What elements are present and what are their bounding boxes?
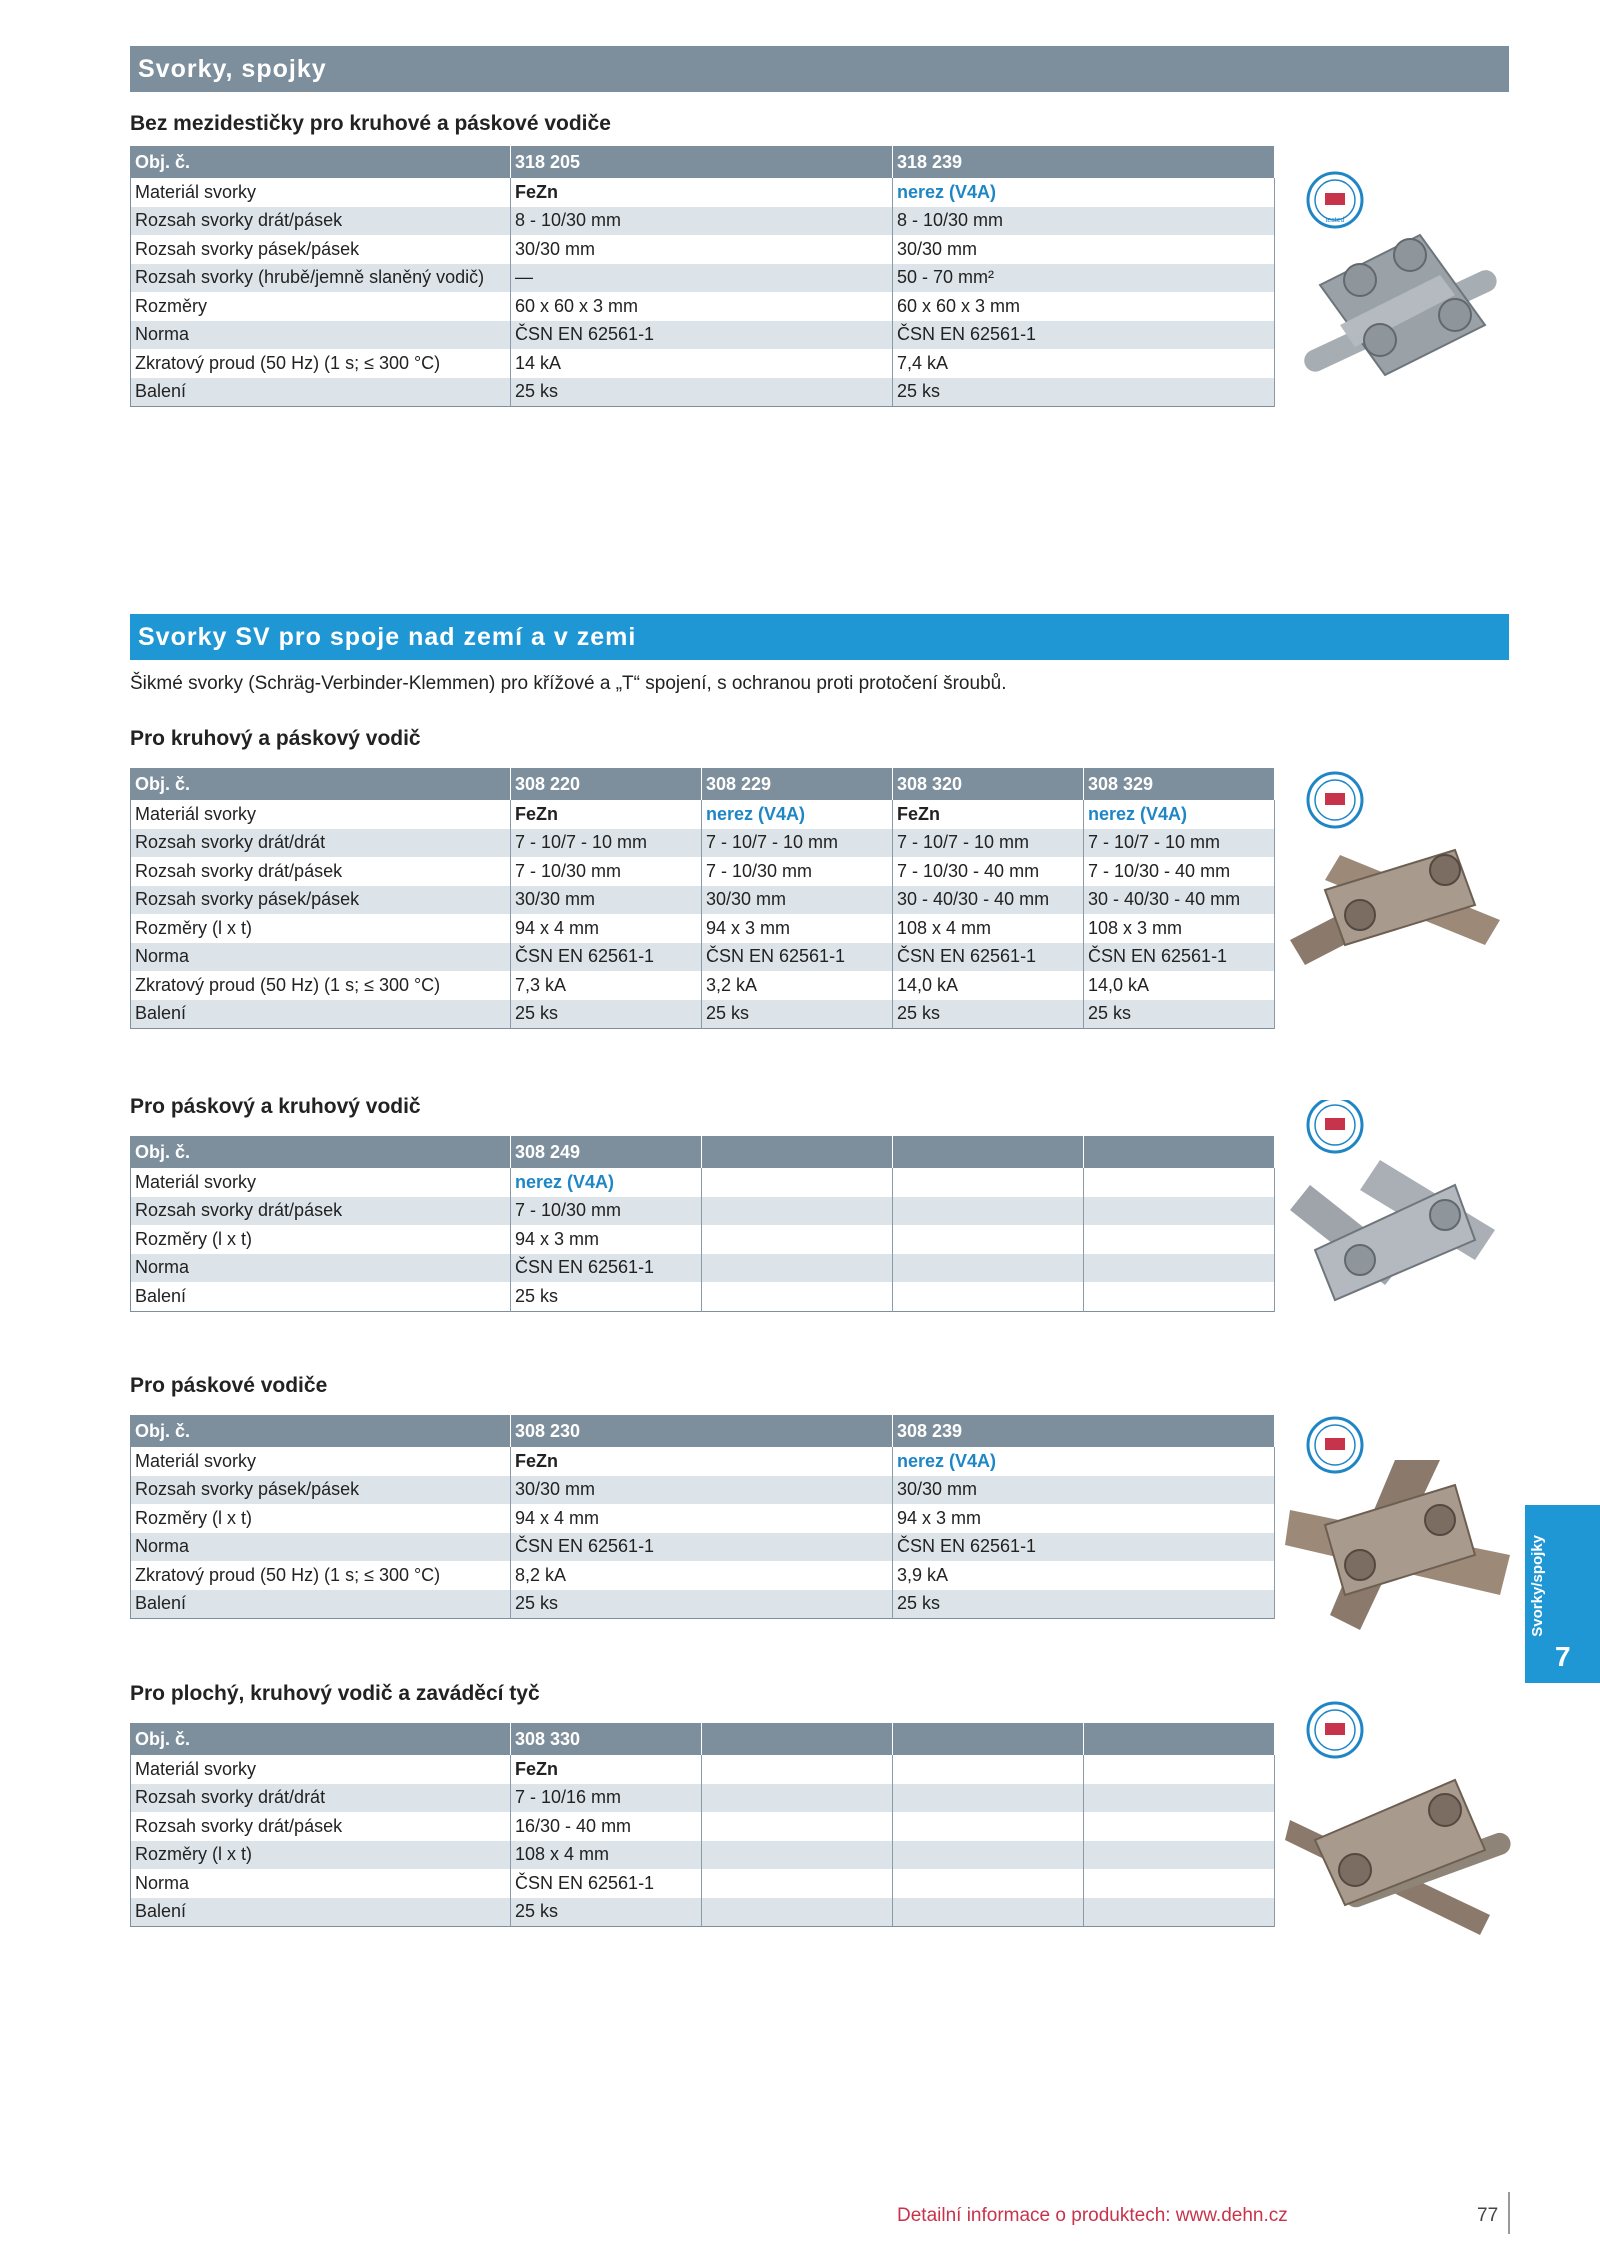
- table-cell: ČSN EN 62561-1: [893, 943, 1084, 972]
- table-row: [131, 857, 1275, 886]
- table-cell: 7 - 10/7 - 10 mm: [1084, 829, 1275, 858]
- table-cell: [1084, 1254, 1275, 1283]
- table-cell: 7,4 kA: [893, 349, 1275, 378]
- table-cell: FeZn: [893, 800, 1084, 829]
- table-cell: [893, 1869, 1084, 1898]
- table-cell: 3,9 kA: [893, 1561, 1275, 1590]
- row-label: Materiál svorky: [131, 1447, 511, 1476]
- table-cell: [893, 1225, 1084, 1254]
- row-label: Norma: [131, 1869, 511, 1898]
- table-cell: [1084, 1784, 1275, 1813]
- table-cell: 14 kA: [511, 349, 893, 378]
- table-cell: 25 ks: [511, 378, 893, 407]
- table-cell: [1084, 1225, 1275, 1254]
- table-row: [131, 1869, 1275, 1898]
- table-cell: FeZn: [511, 1755, 702, 1784]
- table-row: [131, 1254, 1275, 1283]
- table-cell: [702, 1841, 893, 1870]
- table-row: [131, 943, 1275, 972]
- column-header-product-number: [893, 1724, 1084, 1756]
- table-cell: FeZn: [511, 178, 893, 207]
- table-cell: 25 ks: [893, 378, 1275, 407]
- table-cell: 108 x 4 mm: [893, 914, 1084, 943]
- page-divider: [1508, 2192, 1510, 2234]
- row-label: Norma: [131, 321, 511, 350]
- table-row: [131, 800, 1275, 829]
- table-cell: [702, 1898, 893, 1927]
- table-cell: 7 - 10/30 mm: [702, 857, 893, 886]
- table-cell: 25 ks: [893, 1000, 1084, 1029]
- row-label: Rozměry (l x t): [131, 1225, 511, 1254]
- table-row: [131, 1533, 1275, 1562]
- table-cell: nerez (V4A): [893, 178, 1275, 207]
- row-label: Materiál svorky: [131, 1755, 511, 1784]
- table-row: [131, 207, 1275, 236]
- row-label: Rozměry (l x t): [131, 1841, 511, 1870]
- table-cell: 14,0 kA: [893, 971, 1084, 1000]
- table-cell: [702, 1197, 893, 1226]
- table-cell: nerez (V4A): [893, 1447, 1275, 1476]
- table-cell: 108 x 4 mm: [511, 1841, 702, 1870]
- row-label: Rozsah svorky drát/drát: [131, 829, 511, 858]
- table-row: [131, 829, 1275, 858]
- table-row: [131, 178, 1275, 207]
- row-label: Rozsah svorky pásek/pásek: [131, 1476, 511, 1505]
- row-label: Norma: [131, 1533, 511, 1562]
- table-cell: 8 - 10/30 mm: [511, 207, 893, 236]
- table-cell: 7 - 10/30 - 40 mm: [893, 857, 1084, 886]
- row-label: Rozsah svorky drát/drát: [131, 1784, 511, 1813]
- table-cell: 7 - 10/7 - 10 mm: [893, 829, 1084, 858]
- column-header-label: Obj. č.: [131, 1724, 511, 1756]
- footer-product-info-link[interactable]: Detailní informace o produktech: www.dehn.cz: [897, 2205, 1288, 2226]
- spec-table-318: [130, 146, 1275, 407]
- table-row: [131, 1000, 1275, 1029]
- column-header-product-number: 308 329: [1084, 769, 1275, 801]
- table-row: [131, 349, 1275, 378]
- table-cell: [702, 1755, 893, 1784]
- row-label: Zkratový proud (50 Hz) (1 s; ≤ 300 °C): [131, 1561, 511, 1590]
- table-row: [131, 1812, 1275, 1841]
- table-cell: nerez (V4A): [1084, 800, 1275, 829]
- table-cell: —: [511, 264, 893, 293]
- table-cell: 30/30 mm: [511, 1476, 893, 1505]
- table-cell: 94 x 3 mm: [511, 1225, 702, 1254]
- table-cell: 8 - 10/30 mm: [893, 207, 1275, 236]
- table-cell: 50 - 70 mm²: [893, 264, 1275, 293]
- table-cell: [702, 1784, 893, 1813]
- table-cell: [1084, 1898, 1275, 1927]
- tested-badge-icon: [1308, 173, 1362, 227]
- table-cell: 30 - 40/30 - 40 mm: [1084, 886, 1275, 915]
- table-cell: ČSN EN 62561-1: [511, 943, 702, 972]
- table-cell: 94 x 4 mm: [511, 914, 702, 943]
- table-cell: [893, 1898, 1084, 1927]
- table-cell: [893, 1784, 1084, 1813]
- table-row: [131, 1784, 1275, 1813]
- row-label: Rozsah svorky (hrubě/jemně slaněný vodič): [131, 264, 511, 293]
- table-cell: [702, 1254, 893, 1283]
- section-banner-svorky-spojky: Svorky, spojky: [130, 46, 1509, 92]
- column-header-product-number: 308 239: [893, 1416, 1275, 1448]
- table-cell: 30/30 mm: [511, 235, 893, 264]
- table-row: [131, 1282, 1275, 1311]
- row-label: Rozsah svorky pásek/pásek: [131, 886, 511, 915]
- table-cell: 60 x 60 x 3 mm: [511, 292, 893, 321]
- table-cell: 25 ks: [702, 1000, 893, 1029]
- table-row: [131, 886, 1275, 915]
- row-label: Rozměry: [131, 292, 511, 321]
- column-header-product-number: [1084, 1724, 1275, 1756]
- page-number: 77: [1477, 2205, 1499, 2226]
- column-header-label: Obj. č.: [131, 147, 511, 179]
- table-row: [131, 1447, 1275, 1476]
- table-cell: [702, 1168, 893, 1197]
- column-header-product-number: 308 320: [893, 769, 1084, 801]
- column-header-product-number: 318 239: [893, 147, 1275, 179]
- table-cell: 7 - 10/7 - 10 mm: [511, 829, 702, 858]
- table-cell: ČSN EN 62561-1: [893, 321, 1275, 350]
- row-label: Rozsah svorky drát/pásek: [131, 207, 511, 236]
- table-cell: [893, 1168, 1084, 1197]
- row-label: Materiál svorky: [131, 1168, 511, 1197]
- chapter-tab[interactable]: [1525, 1505, 1600, 1683]
- table-cell: [702, 1282, 893, 1311]
- section-banner-svorky-sv: Svorky SV pro spoje nad zemí a v zemi: [130, 614, 1509, 660]
- row-label: Materiál svorky: [131, 800, 511, 829]
- table-cell: 30 - 40/30 - 40 mm: [893, 886, 1084, 915]
- spec-table-kruhovy-paskovy: [130, 768, 1275, 1029]
- table-cell: 7 - 10/30 mm: [511, 1197, 702, 1226]
- table-cell: FeZn: [511, 800, 702, 829]
- table-row: [131, 321, 1275, 350]
- row-label: Rozměry (l x t): [131, 914, 511, 943]
- row-label: Rozsah svorky drát/pásek: [131, 1812, 511, 1841]
- table-cell: 16/30 - 40 mm: [511, 1812, 702, 1841]
- row-label: Balení: [131, 1000, 511, 1029]
- tested-badge-icon: [1308, 773, 1362, 827]
- column-header-product-number: [702, 1137, 893, 1169]
- table-row: [131, 1504, 1275, 1533]
- table-cell: [1084, 1755, 1275, 1784]
- table-cell: nerez (V4A): [511, 1168, 702, 1197]
- table-row: [131, 971, 1275, 1000]
- table-row: [131, 1197, 1275, 1226]
- table-cell: 30/30 mm: [893, 1476, 1275, 1505]
- table-row: [131, 264, 1275, 293]
- table-cell: nerez (V4A): [702, 800, 893, 829]
- table-cell: 25 ks: [511, 1898, 702, 1927]
- table-cell: [1084, 1841, 1275, 1870]
- column-header-label: Obj. č.: [131, 769, 511, 801]
- table-cell: [702, 1869, 893, 1898]
- column-header-product-number: [1084, 1137, 1275, 1169]
- spec-table-paskove: [130, 1415, 1275, 1619]
- column-header-product-number: 308 330: [511, 1724, 702, 1756]
- column-header-product-number: 308 230: [511, 1416, 893, 1448]
- chapter-tab-label: Svorky/spojky: [1529, 1535, 1546, 1637]
- table-cell: 30/30 mm: [893, 235, 1275, 264]
- row-label: Rozsah svorky drát/pásek: [131, 857, 511, 886]
- table-cell: ČSN EN 62561-1: [702, 943, 893, 972]
- table-row: [131, 1841, 1275, 1870]
- table-cell: [893, 1755, 1084, 1784]
- table-cell: FeZn: [511, 1447, 893, 1476]
- column-header-label: Obj. č.: [131, 1416, 511, 1448]
- tested-badge-icon: [1308, 1418, 1362, 1472]
- product-image-318: [1280, 165, 1510, 410]
- row-label: Zkratový proud (50 Hz) (1 s; ≤ 300 °C): [131, 349, 511, 378]
- table-cell: [893, 1841, 1084, 1870]
- spec-table-paskovy-kruhovy: [130, 1136, 1275, 1312]
- table-row: [131, 1755, 1275, 1784]
- product-image-308-330: [1285, 1700, 1515, 1940]
- table-cell: ČSN EN 62561-1: [511, 321, 893, 350]
- row-label: Balení: [131, 1590, 511, 1619]
- tested-badge-icon: [1308, 1100, 1362, 1152]
- table-cell: 94 x 4 mm: [511, 1504, 893, 1533]
- table-cell: 30/30 mm: [511, 886, 702, 915]
- table-row: [131, 1225, 1275, 1254]
- table-cell: ČSN EN 62561-1: [893, 1533, 1275, 1562]
- row-label: Balení: [131, 1282, 511, 1311]
- table-cell: 25 ks: [893, 1590, 1275, 1619]
- table-cell: [893, 1812, 1084, 1841]
- table-cell: 3,2 kA: [702, 971, 893, 1000]
- table-cell: 25 ks: [511, 1282, 702, 1311]
- table-cell: 7,3 kA: [511, 971, 702, 1000]
- table-cell: [1084, 1869, 1275, 1898]
- table-cell: [893, 1282, 1084, 1311]
- table-row: [131, 1590, 1275, 1619]
- table-cell: 30/30 mm: [702, 886, 893, 915]
- table-row: [131, 1476, 1275, 1505]
- table-cell: [1084, 1812, 1275, 1841]
- table-cell: ČSN EN 62561-1: [511, 1533, 893, 1562]
- product-image-308-249: [1285, 1100, 1515, 1330]
- row-label: Rozsah svorky pásek/pásek: [131, 235, 511, 264]
- table-row: [131, 378, 1275, 407]
- table-cell: 8,2 kA: [511, 1561, 893, 1590]
- table-cell: 60 x 60 x 3 mm: [893, 292, 1275, 321]
- table-cell: 7 - 10/30 - 40 mm: [1084, 857, 1275, 886]
- row-label: Rozměry (l x t): [131, 1504, 511, 1533]
- table-cell: 7 - 10/16 mm: [511, 1784, 702, 1813]
- column-header-product-number: [893, 1137, 1084, 1169]
- spec-table-ploch-kruhovy-tyc: [130, 1723, 1275, 1927]
- column-header-product-number: 308 229: [702, 769, 893, 801]
- row-label: Balení: [131, 1898, 511, 1927]
- table-row: [131, 1561, 1275, 1590]
- table-subtitle: Pro páskové vodiče: [130, 1374, 328, 1397]
- table-row: [131, 1898, 1275, 1927]
- table-row: [131, 292, 1275, 321]
- row-label: Norma: [131, 943, 511, 972]
- table-row: [131, 914, 1275, 943]
- table-cell: 7 - 10/30 mm: [511, 857, 702, 886]
- table-subtitle: Pro kruhový a páskový vodič: [130, 727, 421, 750]
- table-cell: 94 x 3 mm: [702, 914, 893, 943]
- tested-badge-icon: [1308, 1703, 1362, 1757]
- table-cell: ČSN EN 62561-1: [511, 1254, 702, 1283]
- chapter-tab-number: 7: [1555, 1641, 1571, 1672]
- column-header-product-number: 308 220: [511, 769, 702, 801]
- table-row: [131, 1168, 1275, 1197]
- section-subtitle: Bez mezidestičky pro kruhové a páskové vodiče: [130, 112, 611, 135]
- table-subtitle: Pro plochý, kruhový vodič a zaváděcí tyč: [130, 1682, 540, 1705]
- product-image-308-230: [1285, 1415, 1515, 1635]
- column-header-product-number: 318 205: [511, 147, 893, 179]
- section-intro: Šikmé svorky (Schräg-Verbinder-Klemmen) pro křížové a „T“ spojení, s ochranou proti protočení šroubů.: [130, 673, 1007, 694]
- table-cell: [893, 1197, 1084, 1226]
- table-cell: 25 ks: [1084, 1000, 1275, 1029]
- table-cell: 7 - 10/7 - 10 mm: [702, 829, 893, 858]
- table-cell: [1084, 1168, 1275, 1197]
- row-label: Rozsah svorky drát/pásek: [131, 1197, 511, 1226]
- table-cell: ČSN EN 62561-1: [1084, 943, 1275, 972]
- row-label: Norma: [131, 1254, 511, 1283]
- column-header-label: Obj. č.: [131, 1137, 511, 1169]
- table-cell: 25 ks: [511, 1590, 893, 1619]
- table-cell: [702, 1225, 893, 1254]
- column-header-product-number: [702, 1724, 893, 1756]
- product-image-308-220: [1285, 770, 1515, 1000]
- table-subtitle: Pro páskový a kruhový vodič: [130, 1095, 421, 1118]
- table-cell: ČSN EN 62561-1: [511, 1869, 702, 1898]
- column-header-product-number: 308 249: [511, 1137, 702, 1169]
- svg-text:tested: tested: [1325, 217, 1345, 224]
- table-cell: [1084, 1282, 1275, 1311]
- table-cell: 94 x 3 mm: [893, 1504, 1275, 1533]
- table-cell: 25 ks: [511, 1000, 702, 1029]
- table-cell: [893, 1254, 1084, 1283]
- row-label: Zkratový proud (50 Hz) (1 s; ≤ 300 °C): [131, 971, 511, 1000]
- table-cell: [1084, 1197, 1275, 1226]
- table-row: [131, 235, 1275, 264]
- row-label: Balení: [131, 378, 511, 407]
- table-cell: 14,0 kA: [1084, 971, 1275, 1000]
- row-label: Materiál svorky: [131, 178, 511, 207]
- table-cell: 108 x 3 mm: [1084, 914, 1275, 943]
- table-cell: [702, 1812, 893, 1841]
